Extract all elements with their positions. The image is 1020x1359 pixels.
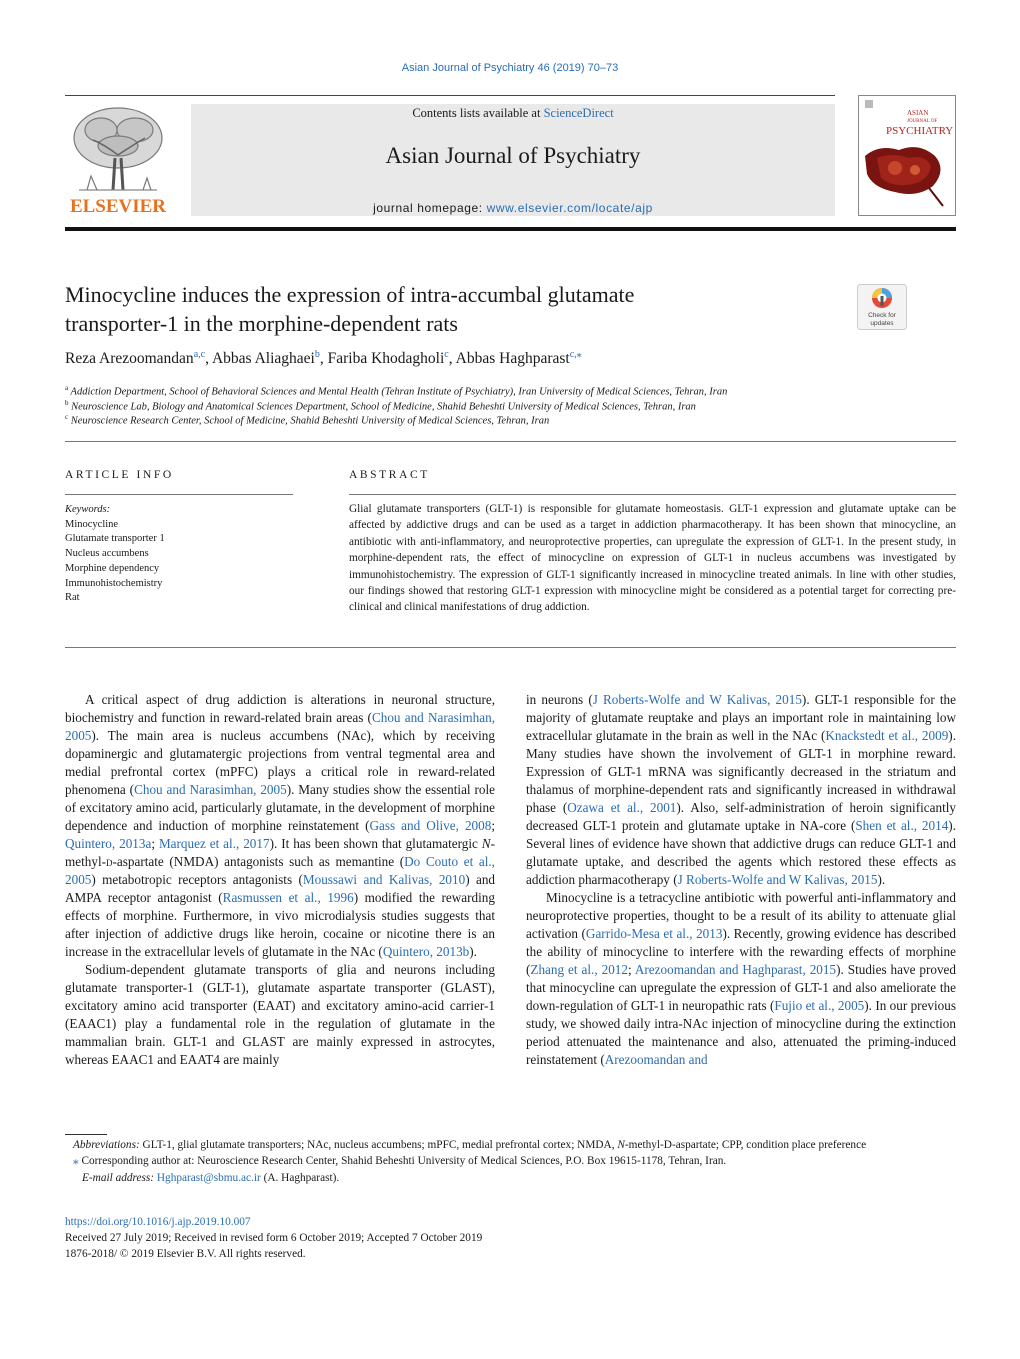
check-for-updates-badge[interactable]: [857, 284, 907, 330]
doi-link[interactable]: https://doi.org/10.1016/j.ajp.2019.10.007: [65, 1216, 251, 1228]
copyright-line: 1876-2018/ © 2019 Elsevier B.V. All rights reserved.: [65, 1248, 306, 1261]
body-paragraph: in neurons (J Roberts-Wolfe and W Kalivas, 2015). GLT-1 responsible for the majority of glutamate reuptake and plays an important role in maintaining low extracellular glutamate in the brain as well in the NAc (Knackstedt et al., 2009). Many studies have shown the involvement of GLT-1 in morphine reward. Expression of GLT-1 mRNA was significantly decreased in the striatum and thalamus of morphine-dependent rats and significantly increased in withdrawal phase (Ozawa et al., 2001). Also, self-administration of heroin significantly decreased GLT-1 protein and glutamate uptake in NA-core (Shen et al., 2014). Several lines of evidence have shown that addictive drugs can reduce GLT-1 and glutamate uptake, and described the agents which restored these effects as addiction pharmacotherapy (J Roberts-Wolfe and W Kalivas, 2015).: [526, 692, 956, 887]
keywords-label: Keywords:: [65, 504, 111, 515]
email-link[interactable]: Hghparast@sbmu.ac.ir: [156, 1171, 261, 1184]
abbreviations-text-b: -methyl-D-aspartate; CPP, condition place preference: [624, 1139, 867, 1151]
author-name[interactable]: Reza Arezoomandan: [65, 350, 194, 368]
citation-link[interactable]: Quintero, 2013a: [65, 836, 152, 851]
citation-link[interactable]: Fujio et al., 2005: [774, 998, 865, 1013]
citation-link[interactable]: Knackstedt et al., 2009: [825, 728, 949, 743]
keywords-block: [65, 503, 293, 606]
corresponding-author-footnote: [65, 1153, 956, 1169]
abbreviations-text-a: GLT-1, glial glutamate transporters; NAc, nucleus accumbens; mPFC, medial prefrontal cortex; NMDA,: [139, 1139, 618, 1151]
journal-cover-thumbnail[interactable]: [858, 95, 956, 216]
crossmark-text-line1: Check for: [868, 312, 896, 319]
keyword: Morphine dependency: [65, 562, 160, 574]
keyword: Glutamate transporter 1: [65, 533, 165, 545]
citation-link[interactable]: J Roberts-Wolfe and W Kalivas, 2015: [677, 872, 878, 887]
footnote-rule: [65, 1134, 107, 1135]
keyword: Nucleus accumbens: [65, 548, 149, 560]
citation-link[interactable]: Moussawi and Kalivas, 2010: [302, 872, 466, 887]
italic-text: N: [481, 836, 491, 851]
author-name[interactable]: Abbas Haghparast: [455, 350, 570, 368]
homepage-prefix: journal homepage:: [373, 201, 487, 215]
footnotes: [65, 1137, 956, 1186]
header-top-rule: [65, 95, 835, 96]
author-affiliation-mark[interactable]: a,c: [193, 349, 206, 360]
article-title: [65, 280, 825, 338]
body-column-left: [65, 691, 495, 1069]
citation-link[interactable]: Chou and Narasimhan, 2005: [134, 782, 287, 797]
crossmark-text-line2: updates: [870, 320, 894, 327]
cover-title-line3: PSYCHIATRY: [886, 125, 954, 137]
citation-link[interactable]: Arezoomandan and: [604, 1052, 708, 1067]
article-info-heading: ARTICLE INFO: [65, 469, 174, 481]
citation-link[interactable]: Do Couto et al., 2005: [65, 854, 495, 887]
journal-name: Asian Journal of Psychiatry: [385, 143, 641, 168]
author-affiliation-mark[interactable]: c,⁎: [569, 349, 582, 360]
citation-link[interactable]: Quintero, 2013b: [382, 944, 470, 959]
citation-link[interactable]: Rasmussen et al., 1996: [222, 890, 354, 905]
affiliation-label: a: [65, 384, 69, 392]
citation-link[interactable]: Garrido-Mesa et al., 2013: [585, 926, 723, 941]
affiliation-label: c: [65, 413, 69, 421]
affiliation-text: Neuroscience Research Center, School of Medicine, Shahid Beheshti University of Medical Sciences, Tehran, Iran: [70, 415, 550, 427]
article-info-rule: [65, 494, 293, 495]
sciencedirect-link[interactable]: ScienceDirect: [543, 106, 614, 120]
corresponding-mark[interactable]: ⁎: [73, 1155, 79, 1168]
article-title-line1: Minocycline induces the expression of intra-accumbal glutamate: [65, 282, 635, 307]
citation-link[interactable]: Chou and Narasimhan, 2005: [65, 710, 495, 743]
citation-link[interactable]: Arezoomandan and Haghparast, 2015: [634, 962, 837, 977]
abstract-text: Glial glutamate transporters (GLT-1) is responsible for glutamate homeostasis. GLT-1 expression and glutamate uptake can be affected by addictive drugs and can be used as a target in addiction pharmacotherapy. It has been shown that minocycline, an antibiotic with anti-inflammatory, and neuroprotective properties, can upregulate the expression of GLT-1. In the present study, in morphine-dependent rats, the effect of minocycline on expression of GLT-1 in nucleus accumbens was investigated by immunohistochemistry. The expression of GLT-1 significantly increased in minocycline treated animals. In line with other studies, our findings showed that restoring GLT-1 expression with minocycline might be considered as a potential target for correcting pre-clinical and clinical manifestations of drug addiction.: [349, 503, 956, 614]
citation-link[interactable]: Ozawa et al., 2001: [567, 800, 677, 815]
abbreviations-italic: N: [617, 1139, 625, 1151]
crossmark-icon: [857, 284, 907, 330]
received-dates: Received 27 July 2019; Received in revised form 6 October 2019; Accepted 7 October 2019: [65, 1232, 483, 1245]
title-divider: [65, 441, 956, 442]
affiliation-text: Neuroscience Lab, Biology and Anatomical Sciences Department, School of Medicine, Shahid Beheshti University of Medical Sciences, Tehran, Iran: [71, 401, 696, 413]
abbreviations-label: Abbreviations:: [73, 1139, 140, 1151]
citation-link[interactable]: J Roberts-Wolfe and W Kalivas, 2015: [592, 692, 802, 707]
affiliation: [65, 399, 956, 413]
keyword: Rat: [65, 592, 80, 604]
citation-link[interactable]: Zhang et al., 2012: [530, 962, 628, 977]
cover-title-line2: JOURNAL OF: [907, 119, 938, 124]
affiliation-label: b: [65, 399, 69, 407]
keyword: Immunohistochemistry: [65, 577, 163, 589]
author-name[interactable]: Fariba Khodagholi: [327, 350, 445, 368]
corresponding-text: Corresponding author at: Neuroscience Research Center, Shahid Beheshti University of Medical Sciences, P.O. Box 19615-1178, Tehran, Iran.: [78, 1155, 727, 1168]
journal-cover-image: [859, 96, 955, 215]
body-paragraph: A critical aspect of drug addiction is alterations in neuronal structure, biochemistry and function in reward-related brain areas (Chou and Narasimhan, 2005). The main area is nucleus accumbens (NAc), which by receiving dopaminergic and glutamatergic projections from ventral tegmental area and medial prefrontal cortex (mPFC) plays a critical role in reward-related phenomena (Chou and Narasimhan, 2005). Many studies show the essential role of excitatory amino acid, particularly glutamate, in the development of morphine dependence and induction of morphine reinstatement (Gass and Olive, 2008; Quintero, 2013a; Marquez et al., 2017). It has been shown that glutamatergic N-methyl-d-aspartate (NMDA) antagonists such as memantine (Do Couto et al., 2005) metabotropic receptors antagonists (Moussawi and Kalivas, 2010) and AMPA receptor antagonist (Rasmussen et al., 1996) modified the rewarding effects of morphine. Furthermore, in vivo microdialysis studies suggests that after injection of addictive drugs like heroin, cocaine or nicotine there is an increase in the extracellular levels of glutamate in the NAc (Quintero, 2013b).: [65, 692, 496, 959]
abstract-rule: [349, 494, 956, 495]
author-affiliation-mark[interactable]: b: [314, 349, 320, 360]
affiliation: [65, 413, 956, 427]
citation-link[interactable]: Gass and Olive, 2008: [369, 818, 492, 833]
keyword: Minocycline: [65, 518, 119, 530]
abstract-heading: ABSTRACT: [349, 469, 430, 481]
homepage-link[interactable]: www.elsevier.com/locate/ajp: [486, 201, 653, 215]
smallcaps-text: d: [106, 854, 113, 869]
author-list: Reza Arezoomandan$^{a,c}$, Abbas Aliaghaei$^b$, Fariba Khodagholi$^c$, Abbas Haghparast$^{c,⁎}$: [65, 349, 582, 368]
contents-prefix: Contents lists available at: [412, 106, 544, 120]
elsevier-tree-icon: [65, 100, 171, 216]
publication-info: [65, 1214, 956, 1263]
citation-link[interactable]: Shen et al., 2014: [855, 818, 949, 833]
abstract-divider: [65, 647, 956, 648]
elsevier-logo: [65, 100, 171, 216]
cover-title-line1: ASIAN: [907, 109, 929, 117]
body-paragraph: Minocycline is a tetracycline antibiotic with powerful anti-inflammatory and neuroprotective properties, thought to be a result of its ability to attenuate glial activation (Garrido-Mesa et al., 2013). Recently, growing evidence has described the ability of minocycline to interfere with the rewarding effects of morphine (Zhang et al., 2012; Arezoomandan and Haghparast, 2015). Studies have proved that minocycline can upregulate the expression of GLT-1 and also ameliorate the down-regulation of GLT-1 in neuropathic rats (Fujio et al., 2005). In our previous study, we showed daily intra-NAc injection of minocycline during the extinction period attenuated the maintenance and also, attenuated the priming-induced reinstatement (Arezoomandan and: [526, 890, 957, 1067]
email-label: E-mail address:: [82, 1171, 155, 1184]
affiliation-text: Addiction Department, School of Behavioral Sciences and Mental Health (Tehran Institute of Psychiatry), Iran University of Medical Sciences, Tehran, Iran: [70, 386, 728, 398]
body-column-right: [526, 691, 956, 1069]
header-thick-rule: [65, 227, 956, 231]
journal-citation[interactable]: Asian Journal of Psychiatry 46 (2019) 70–73: [401, 62, 619, 74]
author-name[interactable]: Abbas Aliaghaei: [211, 350, 315, 368]
author-affiliation-mark[interactable]: c: [444, 349, 449, 360]
cover-badge-icon: [865, 100, 873, 108]
email-suffix: (A. Haghparast).: [260, 1171, 340, 1184]
body-paragraph: Sodium-dependent glutamate transports of glia and neurons including glutamate transporter-1 (GLT-1), glutamate aspartate transporter (GLAST), excitatory amino acid transporter (EAAT) and excitatory amino-acid carrier-1 (EAAC1) play a fundamental role in the regulation of glutamate in the mammalian brain. GLT-1 and GLAST are mainly expressed in astrocytes, whereas EAAC1 and EAAT4 are mainly: [65, 962, 495, 1067]
affiliation: [65, 384, 956, 398]
email-footnote: [65, 1170, 956, 1186]
abbreviations-footnote: [65, 1137, 956, 1153]
elsevier-wordmark: ELSEVIER: [69, 196, 167, 216]
contents-line: [191, 106, 835, 121]
journal-homepage-line: [191, 201, 835, 215]
citation-link[interactable]: Marquez et al., 2017: [158, 836, 270, 851]
article-title-line2: transporter-1 in the morphine-dependent rats: [65, 311, 458, 336]
